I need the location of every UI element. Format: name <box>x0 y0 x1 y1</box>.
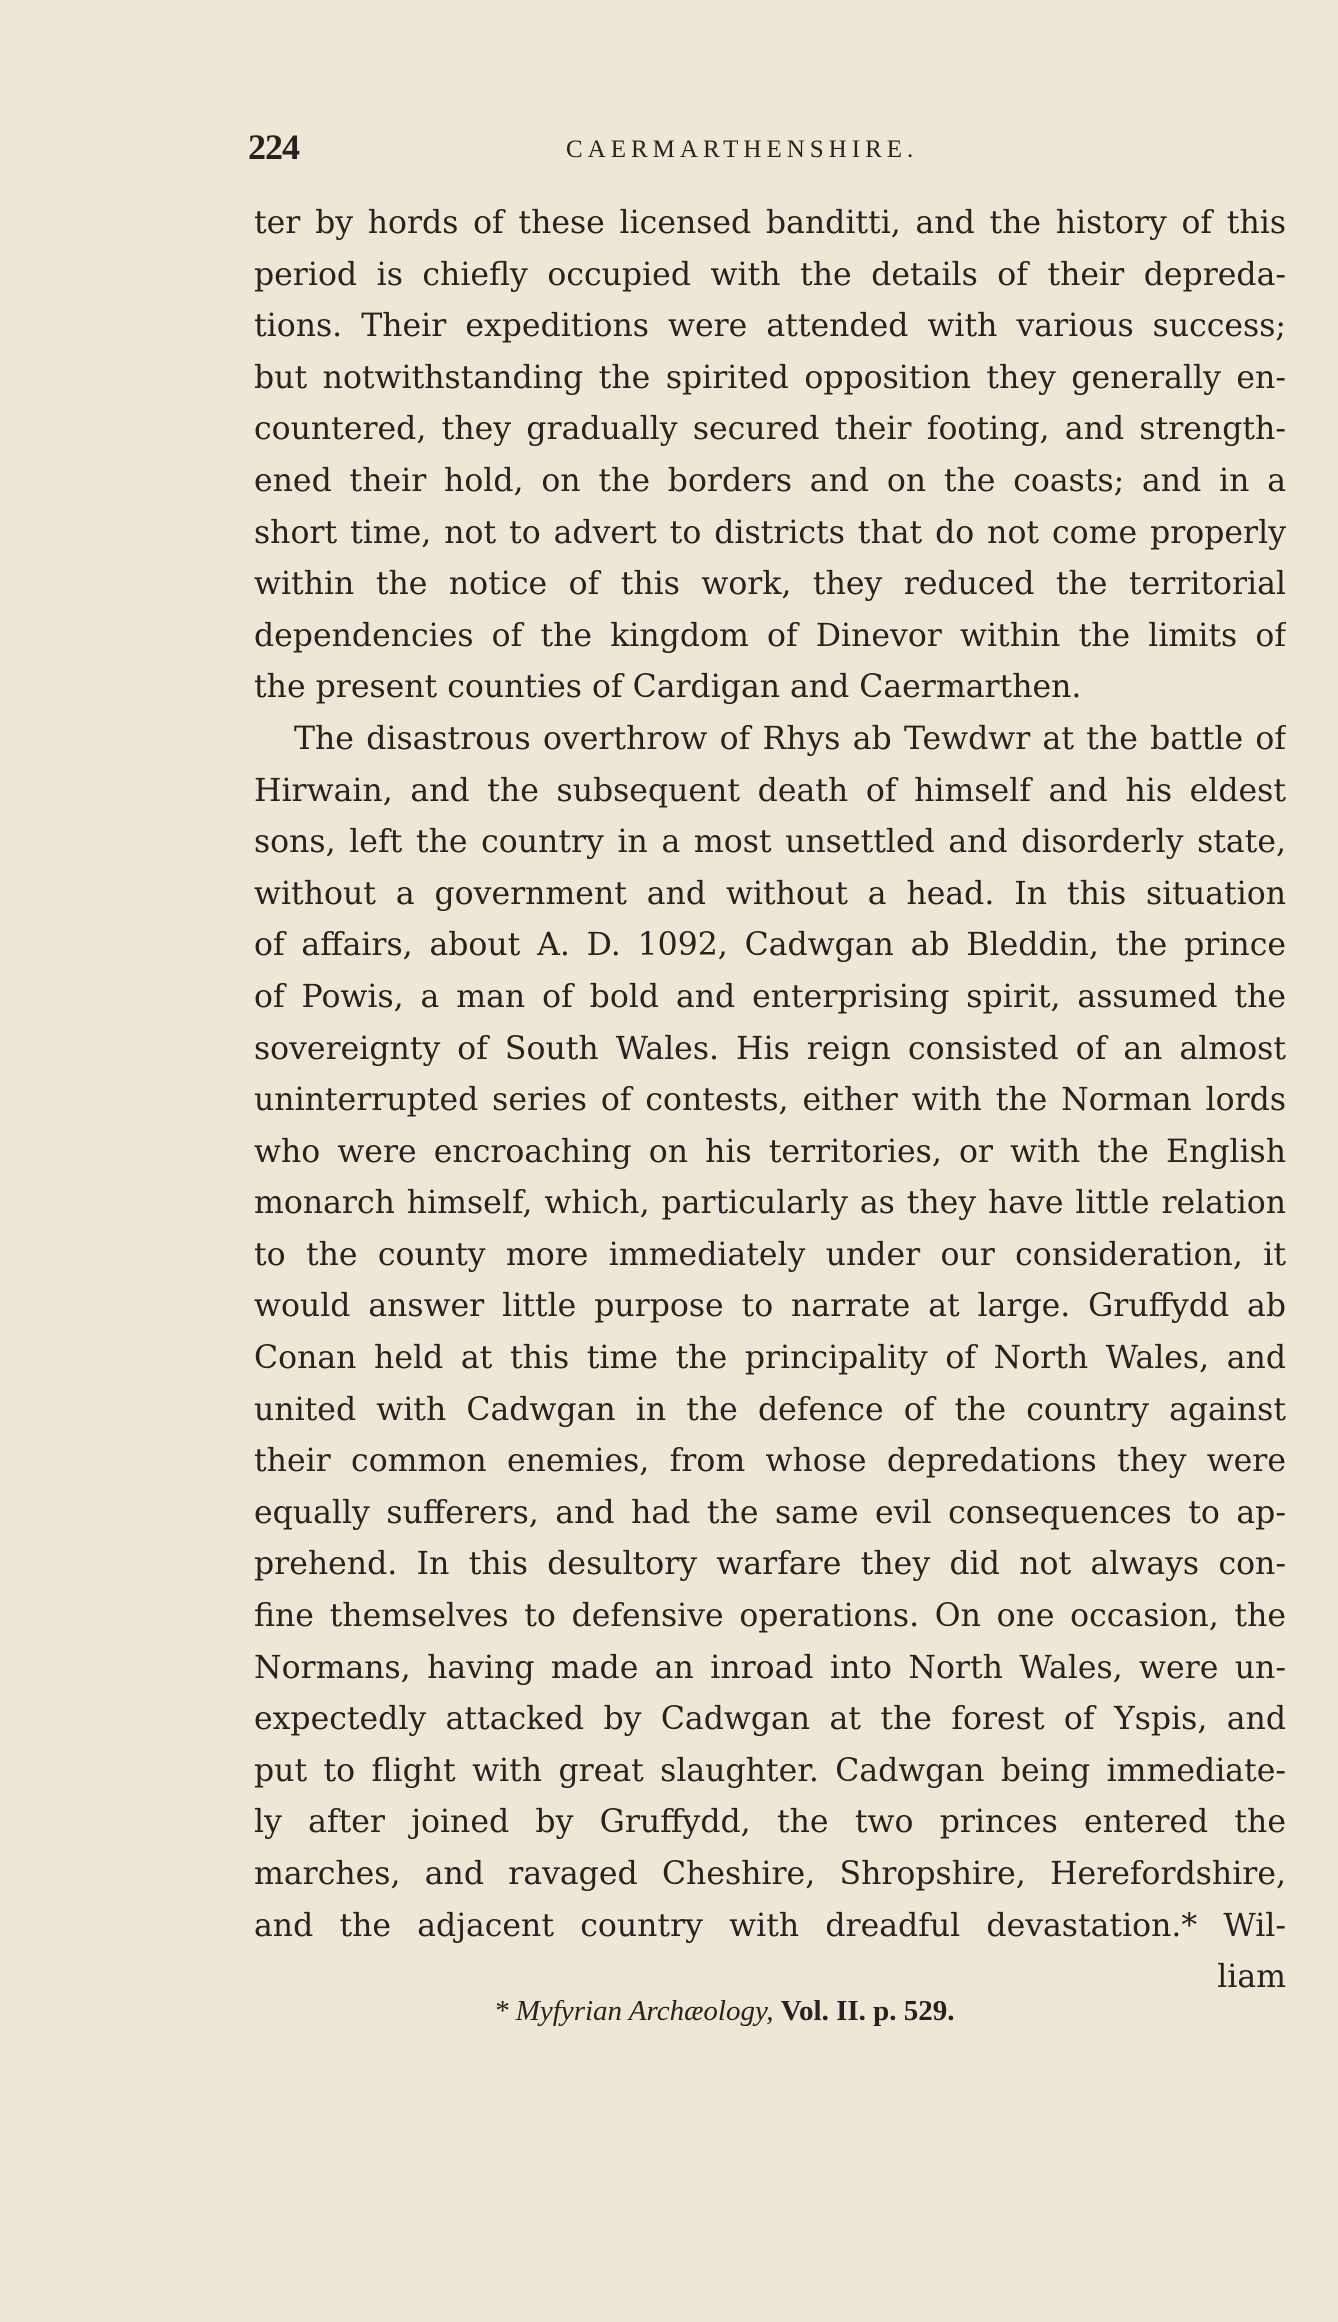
text-line: within the notice of this work, they reduced the territorial <box>254 566 1286 603</box>
text-line: dependencies of the kingdom of Dinevor within the limits of <box>254 617 1286 654</box>
running-head: CAERMARTHENSHIRE. <box>566 136 919 163</box>
text-line: short time, not to advert to districts that do not come properly <box>254 514 1286 551</box>
text-line: would answer little purpose to narrate at large. Gruffydd ab <box>254 1288 1286 1325</box>
text-line: put to flight with great slaughter. Cadwgan being immediate- <box>254 1752 1286 1789</box>
text-line: Hirwain, and the subsequent death of himself and his eldest <box>254 772 1286 809</box>
footnote-source: Myfyrian Archæology, <box>515 1995 774 2027</box>
text-line: the present counties of Cardigan and Caermarthen. <box>254 669 1082 706</box>
text-line: but notwithstanding the spirited opposition they generally en- <box>254 359 1286 396</box>
text-line: without a government and without a head. In this situation <box>254 875 1286 912</box>
text-line: prehend. In this desultory warfare they did not always con- <box>254 1546 1286 1583</box>
text-line: uninterrupted series of contests, either with the Norman lords <box>254 1082 1286 1119</box>
text-line: of affairs, about A. D. 1092, Cadwgan ab Bleddin, the prince <box>254 927 1286 964</box>
text-line: united with Cadwgan in the defence of the country against <box>254 1391 1286 1428</box>
footnote <box>494 1995 955 2028</box>
footnote-reference: Vol. II. p. 529. <box>780 1995 955 2027</box>
text-line: countered, they gradually secured their footing, and strength- <box>254 411 1286 448</box>
text-line: ter by hords of these licensed banditti, and the history of this <box>254 205 1286 241</box>
text-line: ly after joined by Gruffydd, the two princes entered the <box>254 1804 1286 1841</box>
text-line: ened their hold, on the borders and on the coasts; and in a <box>254 462 1286 499</box>
text-line: equally sufferers, and had the same evil consequences to ap- <box>254 1494 1286 1531</box>
text-line: Conan held at this time the principality of North Wales, and <box>254 1340 1286 1377</box>
text-line: fine themselves to defensive operations. On one occasion, the <box>254 1598 1286 1635</box>
text-line: of Powis, a man of bold and enterprising spirit, assumed the <box>254 978 1286 1015</box>
text-line: Normans, having made an inroad into North Wales, were un- <box>254 1649 1286 1686</box>
text-line: sons, left the country in a most unsettled and disorderly state, <box>254 824 1286 861</box>
text-line: sovereignty of South Wales. His reign consisted of an almost <box>254 1030 1286 1067</box>
text-line: monarch himself, which, particularly as they have little relation <box>254 1185 1286 1222</box>
text-line: who were encroaching on his territories, or with the English <box>254 1133 1286 1170</box>
text-line: to the county more immediately under our consideration, it <box>254 1236 1286 1273</box>
page-header <box>248 118 1298 168</box>
text-line: tions. Their expeditions were attended with various success; <box>254 308 1286 345</box>
catchword: liam <box>1217 1959 1286 1996</box>
page-number: 224 <box>248 127 299 167</box>
text-line: expectedly attacked by Cadwgan at the forest of Yspis, and <box>254 1701 1286 1738</box>
footnote-marker: * <box>494 1995 509 2027</box>
text-line: marches, and ravaged Cheshire, Shropshire, Herefordshire, <box>254 1856 1286 1892</box>
text-line: period is chiefly occupied with the details of their depreda- <box>254 256 1286 293</box>
text-line: The disastrous overthrow of Rhys ab Tewdwr at the battle of <box>294 720 1286 757</box>
text-line: their common enemies, from whose depredations they were <box>254 1443 1286 1480</box>
body-text <box>254 198 1286 2004</box>
text-line: and the adjacent country with dreadful devastation.* Wil- <box>254 1907 1286 1944</box>
